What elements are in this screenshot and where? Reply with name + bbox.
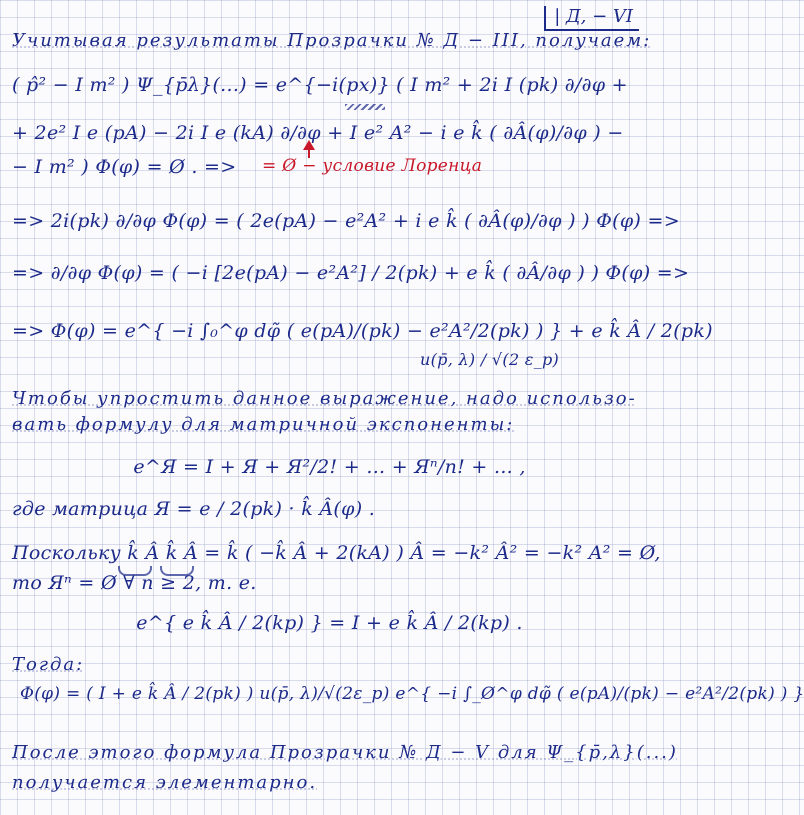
equation-line-2: + 2e² I e (pA) − 2i I e (kA) ∂/∂φ + I e² A² − i e k̂ ( ∂Â(φ)/∂φ ) − bbox=[12, 122, 624, 144]
closing-line-1: После этого формула Прозрачки № Д − V для Ψ_{p̄,λ}(...) bbox=[12, 742, 678, 763]
then-label: Тогда: bbox=[12, 654, 85, 675]
matrix-exponent-series: e^Я = I + Я + Я²/2! + ... + Яⁿ/n! + ... , bbox=[133, 456, 526, 478]
text-line-matrix-exp: вать формулу для матричной экспоненты: bbox=[12, 414, 515, 435]
equation-line-4: => 2i(pk) ∂/∂φ Φ(φ) = ( 2e(pA) − e²A² + i e k̂ ( ∂Â(φ)/∂φ ) ) Φ(φ) => bbox=[12, 210, 680, 232]
equation-line-1: ( p̂² − I m² ) Ψ_{p̄λ}(...) = e^{−i(px)} ( I m² + 2i I (pk) ∂/∂φ + bbox=[12, 74, 628, 96]
lorentz-arrow-icon bbox=[303, 140, 315, 150]
final-phi-equation: Φ(φ) = ( I + e k̂ Â / 2(pk) ) u(p̄, λ)/√(2ε_p) e^{ −i ∫_Ø^φ dφ̃ ( e(pA)/(pk) − e²A²/2(pk) ) } bbox=[20, 684, 804, 704]
nilpotency-line: Поскольку k̂ Â k̂ Â = k̂ ( −k̂ Â + 2(kA) ) Â = −k² Â² = −k² A² = Ø, bbox=[12, 542, 661, 564]
equation-line-5: => ∂/∂φ Φ(φ) = ( −i [2e(pA) − e²A²] / 2(pk) + e k̂ ( ∂Â/∂φ ) ) Φ(φ) => bbox=[12, 262, 690, 284]
text-line-simplify: Чтобы упростить данное выражение, надо использо- bbox=[12, 388, 637, 409]
closing-line-2: получается элементарно. bbox=[12, 772, 318, 793]
equation-line-3: − I m² ) Φ(φ) = Ø . => bbox=[12, 156, 237, 178]
page-tag: | Д, − VI bbox=[544, 6, 639, 31]
lorentz-condition-note: = Ø − условие Лоренца bbox=[262, 156, 483, 176]
exponent-expansion: e^{ e k̂ Â / 2(kp) } = I + e k̂ Â / 2(kp) . bbox=[136, 612, 523, 634]
equation-line-6: => Φ(φ) = e^{ −i ∫₀^φ dφ̃ ( e(pA)/(pk) − e²A²/2(pk) ) } + e k̂ Â / 2(pk) bbox=[12, 320, 713, 342]
squiggle-underline bbox=[345, 104, 385, 110]
intro-line: Учитывая результаты Прозрачки № Д − III, получаем: bbox=[12, 30, 652, 51]
spinor-factor: u(p̄, λ) / √(2 ε_p) bbox=[420, 350, 560, 369]
nilpotency-conclusion: то Яⁿ = Ø ∀ n ≥ 2, т. е. bbox=[12, 572, 257, 594]
matrix-definition: где матрица Я = e / 2(pk) · k̂ Â(φ) . bbox=[12, 498, 376, 520]
